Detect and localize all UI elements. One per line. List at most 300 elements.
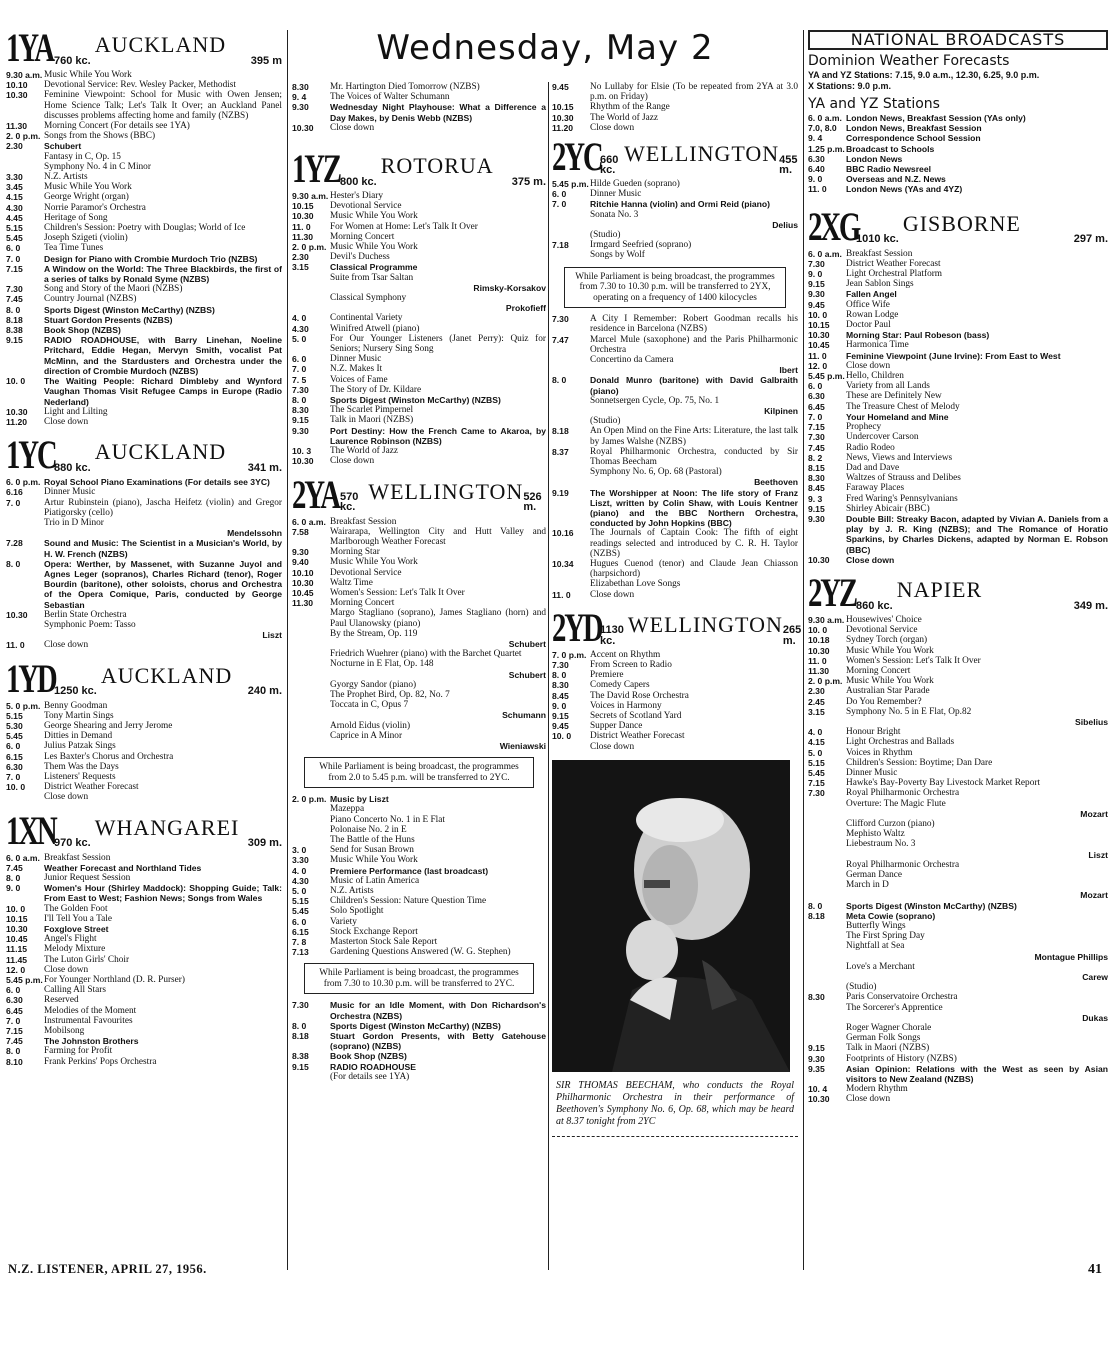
- programme-time: 9.15: [808, 279, 825, 290]
- programme-entry: [6, 538, 282, 558]
- programme-title: Music While You Work: [330, 557, 418, 568]
- programme-entry: [6, 610, 282, 620]
- programme-time: 9. 0: [6, 883, 21, 894]
- programme-time: 4. 0: [292, 865, 307, 876]
- programme-title: Send for Susan Brown: [330, 845, 414, 856]
- portrait-image: [552, 760, 790, 1072]
- programme-entry: [6, 752, 282, 762]
- composer-credit: Sibelius: [1075, 716, 1108, 727]
- station-call: 1YD: [6, 655, 56, 701]
- programme-title: Hilde Gueden (soprano): [590, 179, 680, 190]
- programme-time: 7.15: [6, 263, 23, 274]
- programme-time: 9.15: [292, 415, 309, 426]
- station-name: GISBORNE: [902, 210, 1021, 236]
- programme-entry: [6, 883, 282, 903]
- programme-title: RADIO ROADHOUSE: [330, 1061, 416, 1072]
- composer-credit: Liszt: [1088, 849, 1108, 860]
- programme-entry: [808, 635, 1108, 645]
- programme-title: The Voices of Walter Schumann: [330, 92, 450, 103]
- programme-entry: [6, 955, 282, 965]
- programme-time: 8.30: [292, 82, 309, 92]
- programme-entry: [292, 578, 546, 588]
- programme-time: 11.30: [292, 231, 314, 242]
- programme-time: 10.18: [808, 635, 830, 646]
- programme-time: 4.45: [6, 212, 23, 223]
- programme-time: 9. 0: [808, 174, 823, 185]
- programme-title: Tea Time Tunes: [44, 243, 104, 254]
- station-header-2yd: [552, 604, 802, 650]
- programme-entry: [808, 799, 1108, 809]
- programme-entry: [808, 768, 1108, 778]
- programme-time: 9. 4: [292, 92, 307, 103]
- programme-title: Songs from the Shows (BBC): [44, 131, 156, 142]
- programme-time: 11. 0: [6, 640, 25, 651]
- programme-title: Devotional Service: [330, 567, 402, 578]
- programme-entry: [6, 335, 282, 376]
- programme-entry: [808, 1084, 1108, 1094]
- programme-entry: [808, 901, 1108, 911]
- programme-title: Elizabethan Love Songs: [590, 579, 681, 590]
- station-wavelength: 240 m.: [247, 685, 282, 698]
- programme-time: 9.45: [552, 82, 569, 92]
- programme-time: 9. 3: [808, 493, 823, 504]
- programme-entry: [808, 123, 1108, 133]
- programme-entry: [292, 242, 546, 252]
- programme-title: Norrie Paramor's Orchestra: [44, 202, 146, 213]
- programme-time: 9. 0: [552, 700, 567, 711]
- programme-entry: [292, 1051, 546, 1061]
- station-name: AUCKLAND: [94, 439, 227, 465]
- station-header-2xg: [808, 203, 1108, 249]
- programme-title: Concertino da Camera: [590, 354, 674, 365]
- programme-time: [6, 792, 40, 802]
- programme-time: 9.30: [292, 425, 309, 436]
- station-call: 2XG: [808, 203, 860, 249]
- programme-title: Music While You Work: [330, 242, 418, 253]
- programme-list: [552, 179, 798, 261]
- programme-time: 4. 0: [292, 313, 307, 324]
- column-rule: [803, 30, 804, 1270]
- programme-entry: [292, 262, 546, 272]
- programme-entry: [808, 340, 1108, 350]
- programme-entry: [6, 559, 282, 610]
- programme-title: Feminine Viewpoint (June Irvine): From East to West: [846, 350, 1061, 361]
- programme-entry: [808, 962, 1108, 972]
- programme-time: 9.30: [808, 513, 825, 524]
- programme-entry: [292, 426, 546, 446]
- programme-time: 8. 0: [552, 375, 567, 386]
- programme-title: Suite from Tsar Saltan: [330, 272, 414, 283]
- programme-entry: [552, 742, 798, 752]
- programme-time: 7. 0: [808, 411, 823, 422]
- programme-entry: [292, 568, 546, 578]
- programme-title: Rowan Lodge: [846, 309, 899, 320]
- programme-title: Children's Session: Poetry with Douglas; World of Ice: [44, 223, 246, 234]
- programme-title: Music While You Work: [330, 211, 418, 222]
- programme-entry: [292, 547, 546, 557]
- programme-time: [292, 629, 326, 639]
- programme-title: Close down: [590, 589, 635, 600]
- programme-entry: [808, 555, 1108, 565]
- programme-entry: [808, 402, 1108, 412]
- station-call: 1YC: [6, 432, 56, 478]
- programme-entry: [6, 203, 282, 213]
- programme-time: 8. 2: [808, 452, 823, 463]
- station-frequency: 1130 kc.: [600, 624, 624, 647]
- programme-title: Port Destiny: How the French Came to Akaroa, by Laurence Robinson (NZBS): [330, 425, 546, 446]
- programme-title: Your Homeland and Mine: [846, 411, 949, 422]
- programme-time: [808, 931, 842, 941]
- programme-title: Junior Request Session: [44, 873, 131, 883]
- programme-entry: [292, 700, 546, 710]
- composer-credit: Kilpinen: [764, 405, 798, 416]
- programme-title: (Studio): [846, 982, 877, 993]
- programme-title: Footprints of History (NZBS): [846, 1053, 957, 1064]
- programme-entry: [808, 289, 1108, 299]
- programme-time: 5. 0: [808, 747, 823, 758]
- programme-entry: [292, 252, 546, 262]
- programme-time: [552, 742, 586, 752]
- programme-entry: [808, 829, 1108, 839]
- programme-time: 6. 0: [6, 243, 21, 254]
- programme-time: 8.10: [6, 1056, 23, 1067]
- programme-entry: [552, 650, 798, 660]
- programme-time: 11. 0: [552, 589, 571, 600]
- programme-title: Symphonic Poem: Tasso: [44, 619, 136, 630]
- programme-entry: [6, 254, 282, 264]
- programme-time: 12. 0: [808, 360, 828, 371]
- station-frequency: 660 kc.: [600, 153, 619, 176]
- programme-entry: [292, 896, 546, 906]
- programme-title: Feminine Viewpoint: School for Music with Owen Jensen; Home Science Talk; Let's Talk It Over; an Auckland Panel discusses problems affecting home and family (NZBS): [44, 90, 282, 121]
- programme-entry: [292, 845, 546, 855]
- programme-entry: [808, 615, 1108, 625]
- programme-title: Women's Hour (Shirley Maddock): Shopping Guide; Talk: From East to West; Fashion News; Songs from Wales: [44, 883, 282, 904]
- programme-entry: [808, 707, 1108, 717]
- programme-title: Music for an Idle Moment, with Don Richardson's Orchestra (NZBS): [330, 1000, 546, 1021]
- programme-entry: [808, 1064, 1108, 1084]
- programme-entry: [552, 528, 798, 559]
- programme-title: Liebestraum No. 3: [846, 839, 916, 850]
- programme-title: Morning Star: Paul Robeson (bass): [846, 330, 990, 341]
- programme-title: Music While You Work: [44, 182, 132, 193]
- programme-entry: [292, 680, 546, 690]
- programme-title: Children's Session: Nature Question Time: [330, 896, 487, 907]
- programme-entry: [6, 70, 282, 80]
- programme-time: 10.10: [6, 80, 28, 91]
- programme-time: 7.0, 8.0: [808, 123, 837, 134]
- programme-entry: [292, 191, 546, 201]
- station-call: 2YA: [292, 471, 339, 517]
- programme-entry: [292, 1000, 546, 1020]
- programme-time: 8.30: [808, 992, 825, 1003]
- programme-entry: [808, 1043, 1108, 1053]
- programme-title: (Studio): [590, 416, 621, 427]
- programme-entry: [292, 815, 546, 825]
- programme-title: Stock Exchange Report: [330, 926, 418, 937]
- programme-title: Australian Star Parade: [846, 686, 930, 697]
- programme-title: Music of Latin America: [330, 875, 420, 886]
- programme-title: Them Was the Days: [44, 761, 119, 772]
- composer-credit: Mozart: [1080, 890, 1108, 901]
- composer-credit: Liszt: [262, 630, 282, 641]
- programme-title: Heritage of Song: [44, 212, 108, 223]
- programme-entry: [6, 141, 282, 151]
- programme-entry: [552, 670, 798, 680]
- programme-entry: [808, 391, 1108, 401]
- programme-entry: [292, 659, 546, 669]
- programme-entry: [808, 154, 1108, 164]
- station-name: AUCKLAND: [100, 662, 233, 688]
- programme-time: 5. 0: [292, 333, 307, 344]
- programme-title: Symphony No. 6, Op. 68 (Pastoral): [590, 467, 722, 478]
- national-broadcasts-title: NATIONAL BROADCASTS: [808, 30, 1108, 50]
- programme-time: [808, 880, 842, 890]
- programme-time: 11.15: [6, 944, 28, 955]
- composer-credit: Schubert: [508, 638, 546, 649]
- programme-title: Instrumental Favourites: [44, 1015, 133, 1026]
- programme-entry: [552, 426, 798, 446]
- programme-title: Symphony No. 5 in E Flat, Op.82: [846, 706, 972, 717]
- programme-time: 5.45: [808, 767, 825, 778]
- column-4: [808, 30, 1108, 1266]
- programme-entry: [6, 223, 282, 233]
- programme-title: Reserved: [44, 995, 79, 1006]
- programme-title: Shirley Abicair (BBC): [846, 503, 930, 514]
- programme-title: Hester's Diary: [330, 191, 384, 202]
- programme-entry: [6, 975, 282, 985]
- programme-title: London News, Breakfast Session (YAs only): [846, 113, 1026, 124]
- column-rule: [548, 82, 549, 1270]
- programme-time: 3. 0: [292, 845, 307, 856]
- station-name: WELLINGTON: [368, 478, 524, 504]
- station-wavelength: 526 m.: [523, 491, 542, 514]
- programme-time: 3.15: [808, 706, 825, 717]
- programme-title: Morning Concert: [846, 665, 911, 676]
- programme-entry: [552, 230, 798, 240]
- programme-time: 5.15: [292, 896, 309, 907]
- programme-entry: [6, 782, 282, 792]
- programme-entry: [808, 310, 1108, 320]
- programme-time: 10.30: [292, 211, 314, 222]
- programme-time: 2.30: [292, 252, 309, 263]
- programme-time: 7. 0: [6, 771, 21, 782]
- programme-entry: [292, 415, 546, 425]
- programme-entry: [552, 467, 798, 477]
- programme-entry: [292, 293, 546, 303]
- programme-time: [6, 162, 40, 172]
- programme-time: 7.13: [292, 947, 309, 958]
- programme-time: 7.30: [552, 660, 569, 671]
- programme-time: [808, 839, 842, 849]
- programme-time: [808, 1033, 842, 1043]
- programme-list: [292, 82, 546, 133]
- programme-time: 10.15: [6, 913, 28, 924]
- programme-title: German Dance: [846, 870, 903, 881]
- programme-title: Stuart Gordon Presents, with Betty Gatehouse (soprano) (NZBS): [330, 1031, 546, 1052]
- station-frequency: 570 kc.: [340, 491, 359, 514]
- programme-time: 10.15: [552, 102, 574, 113]
- programme-title: Breakfast Session: [44, 852, 111, 863]
- parliament-notice: While Parliament is being broadcast, the programmes from 7.30 to 10.30 p.m. will be transferred to 2YX, operating on a frequency of 1400 kilocycles: [564, 267, 786, 309]
- programme-list: [6, 701, 282, 803]
- station-frequency: 860 kc.: [856, 599, 893, 612]
- programme-entry: [292, 598, 546, 608]
- programme-entry: [6, 701, 282, 711]
- programme-title: Song and Story of the Maori (NZBS): [44, 284, 183, 295]
- programme-time: 10.30: [6, 924, 28, 935]
- programme-time: [808, 799, 842, 809]
- programme-title: Music While You Work: [330, 855, 418, 866]
- programme-entry: [292, 334, 546, 354]
- programme-time: 7.30: [292, 384, 309, 395]
- programme-title: Prophecy: [846, 422, 882, 433]
- programme-time: 9.40: [292, 557, 309, 568]
- programme-time: 6. 0: [808, 381, 823, 392]
- programme-title: BBC Radio Newsreel: [846, 164, 932, 175]
- programme-time: 8.18: [292, 1031, 309, 1042]
- programme-entry: [292, 517, 546, 527]
- programme-time: 6.45: [808, 401, 825, 412]
- programme-entry: [292, 456, 546, 466]
- programme-title: Voices of Fame: [330, 374, 388, 385]
- programme-entry: [292, 629, 546, 639]
- programme-title: Trio in D Minor: [44, 517, 104, 528]
- programme-list: [552, 314, 798, 600]
- parliament-notice: While Parliament is being broadcast, the programmes from 7.30 to 10.30 p.m. will be transferred to 2YC.: [304, 963, 534, 994]
- programme-title: Fred Waring's Pennsylvanians: [846, 493, 958, 504]
- programme-title: Music by Liszt: [330, 794, 389, 805]
- programme-title: Classical Symphony: [330, 293, 407, 304]
- programme-title: Broadcast to Schools: [846, 143, 935, 154]
- programme-title: Undercover Carson: [846, 432, 919, 443]
- programme-time: [292, 690, 326, 700]
- programme-time: 11.20: [552, 122, 574, 133]
- programme-entry: [808, 164, 1108, 174]
- programme-title: Music While You Work: [44, 70, 132, 80]
- programme-entry: [292, 446, 546, 456]
- programme-time: 5. 0 p.m.: [6, 700, 41, 711]
- programme-title: Caprice in A Minor: [330, 730, 403, 741]
- programme-time: 6. 0: [6, 741, 21, 752]
- programme-entry: [552, 579, 798, 589]
- programme-title: Close down: [330, 122, 375, 133]
- programme-title: Solo Spotlight: [330, 906, 384, 917]
- programme-time: [808, 921, 842, 931]
- programme-time: 6.30: [808, 153, 825, 164]
- programme-entry: [292, 835, 546, 845]
- programme-title: Frank Perkins' Pops Orchestra: [44, 1056, 157, 1067]
- programme-entry: [552, 123, 798, 133]
- station-header-2yz: [808, 569, 1108, 615]
- programme-entry: [552, 396, 798, 406]
- programme-entry: [6, 284, 282, 294]
- programme-title: Book Shop (NZBS): [44, 325, 121, 336]
- programme-time: 9.45: [552, 721, 569, 732]
- programme-time: [808, 860, 842, 870]
- programme-entry: [6, 985, 282, 995]
- programme-time: 7. 0: [6, 1015, 21, 1026]
- programme-entry: [552, 314, 798, 334]
- programme-time: 7.30: [808, 258, 825, 269]
- station-wavelength: 309 m.: [247, 837, 282, 850]
- programme-entry: [552, 189, 798, 199]
- programme-time: 10.30: [6, 406, 28, 417]
- programme-time: [6, 152, 40, 162]
- programme-title: The Johnston Brothers: [44, 1036, 139, 1047]
- programme-entry: [808, 371, 1108, 381]
- programme-title: Close down: [44, 792, 89, 803]
- programme-time: 9.30 a.m.: [6, 70, 43, 80]
- programme-entry: [6, 873, 282, 883]
- station-call: 1XN: [6, 807, 56, 853]
- programme-title: Joseph Szigeti (violin): [44, 233, 128, 244]
- programme-entry: [6, 863, 282, 873]
- programme-time: 5.45: [292, 906, 309, 917]
- programme-entry: [808, 727, 1108, 737]
- programme-time: [552, 467, 586, 477]
- programme-time: 4.15: [808, 737, 825, 748]
- programme-entry: [6, 172, 282, 182]
- programme-entry: [292, 313, 546, 323]
- programme-time: [808, 870, 842, 880]
- station-name: WHANGAREI: [94, 814, 240, 840]
- composer-credit: Mozart: [1080, 808, 1108, 819]
- programme-time: 11. 0: [808, 655, 827, 666]
- programme-title: Weather Forecast and Northland Tides: [44, 862, 202, 873]
- programme-time: [292, 721, 326, 731]
- programme-entry: [6, 264, 282, 284]
- programme-entry: [552, 731, 798, 741]
- programme-time: 6. 0 a.m.: [292, 516, 326, 527]
- programme-entry: [6, 924, 282, 934]
- programme-entry: [292, 690, 546, 700]
- programme-title: These are Definitely New: [846, 391, 942, 402]
- programme-title: March in D: [846, 880, 889, 891]
- programme-time: 10.16: [552, 528, 574, 539]
- composer-credit: Schumann: [502, 710, 546, 721]
- programme-entry: [292, 1031, 546, 1051]
- programme-time: [6, 620, 40, 630]
- programme-entry: [808, 666, 1108, 676]
- programme-entry: [808, 422, 1108, 432]
- programme-entry: [292, 123, 546, 133]
- station-frequency: 760 kc.: [54, 54, 91, 67]
- programme-entry: [6, 944, 282, 954]
- beecham-photo: [552, 760, 790, 1072]
- programme-time: 10.30: [292, 122, 314, 133]
- programme-title: Fantasy in C, Op. 15: [44, 151, 121, 162]
- programme-time: 7.30: [808, 788, 825, 799]
- programme-time: 10.15: [808, 320, 830, 331]
- programme-title: The First Spring Day: [846, 931, 925, 942]
- programme-title: Artur Rubinstein (piano), Jascha Heifetz (violin) and Gregor Piatigorsky (cello): [44, 497, 282, 518]
- programme-title: Stuart Gordon Presents (NZBS): [44, 314, 173, 325]
- programme-time: [292, 659, 326, 669]
- column-1: [6, 25, 282, 1262]
- programme-title: District Weather Forecast: [590, 731, 685, 742]
- programme-time: 7. 0: [552, 199, 567, 210]
- programme-entry: [808, 504, 1108, 514]
- programme-time: 11.30: [6, 121, 28, 132]
- programme-title: London News (YAs and 4YZ): [846, 184, 963, 195]
- programme-entry: [6, 192, 282, 202]
- station-header-1yd: [6, 655, 282, 701]
- programme-list: [552, 82, 798, 133]
- programme-entry: [6, 1006, 282, 1016]
- programme-time: 4.30: [292, 323, 309, 334]
- programme-entry: [552, 250, 798, 260]
